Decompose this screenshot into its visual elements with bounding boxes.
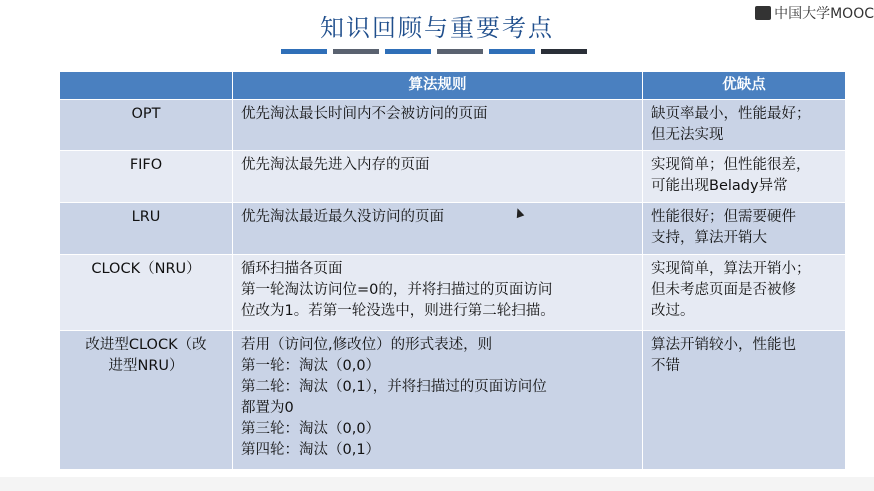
algorithm-name: LRU: [60, 203, 233, 255]
header-rule: 算法规则: [233, 72, 643, 100]
algorithm-pros-cons: 缺页率最小，性能最好； 但无法实现: [643, 100, 846, 151]
algorithm-name: CLOCK（NRU）: [60, 255, 233, 331]
algorithm-pros-cons: 实现简单，算法开销小； 但未考虑页面是否被修 改过。: [643, 255, 846, 331]
algorithm-rule: 优先淘汰最近最久没访问的页面: [233, 203, 643, 255]
table-row: [60, 203, 846, 255]
algorithm-name: OPT: [60, 100, 233, 151]
header-pros-cons: 优缺点: [643, 72, 846, 100]
mooc-logo: [755, 2, 874, 24]
title-underline-bars: [281, 49, 587, 54]
algorithm-pros-cons: 算法开销较小，性能也 不错: [643, 331, 846, 470]
algorithm-rule: 优先淘汰最先进入内存的页面: [233, 151, 643, 203]
table-row: [60, 100, 846, 151]
algorithm-rule: 循环扫描各页面 第一轮淘汰访问位=0的，并将扫描过的页面访问 位改为1。若第一轮没选中，则进行第二轮扫描。: [233, 255, 643, 331]
bottom-strip: [0, 477, 874, 491]
algorithm-pros-cons: 实现简单；但性能很差， 可能出现Belady异常: [643, 151, 846, 203]
slide-title: 知识回顾与重要考点: [320, 14, 554, 42]
algorithm-pros-cons: 性能很好；但需要硬件 支持，算法开销大: [643, 203, 846, 255]
algorithm-rule: 优先淘汰最长时间内不会被访问的页面: [233, 100, 643, 151]
algorithm-name: FIFO: [60, 151, 233, 203]
table-row: [60, 255, 846, 331]
algorithm-rule: 若用（访问位,修改位）的形式表述，则 第一轮：淘汰（0,0） 第二轮：淘汰（0,1），并将扫描过的页面访问位 都置为0 第三轮：淘汰（0,0） 第四轮：淘汰（0,1）: [233, 331, 643, 470]
table-row: [60, 331, 846, 470]
table-row: [60, 151, 846, 203]
mooc-logo-icon: [755, 6, 771, 20]
table-header-row: [60, 72, 846, 100]
page-replacement-table: [59, 71, 846, 470]
header-name: [60, 72, 233, 100]
algorithm-name: 改进型CLOCK（改 进型NRU）: [60, 331, 233, 470]
logo-text: 中国大学MOOC: [774, 6, 874, 22]
